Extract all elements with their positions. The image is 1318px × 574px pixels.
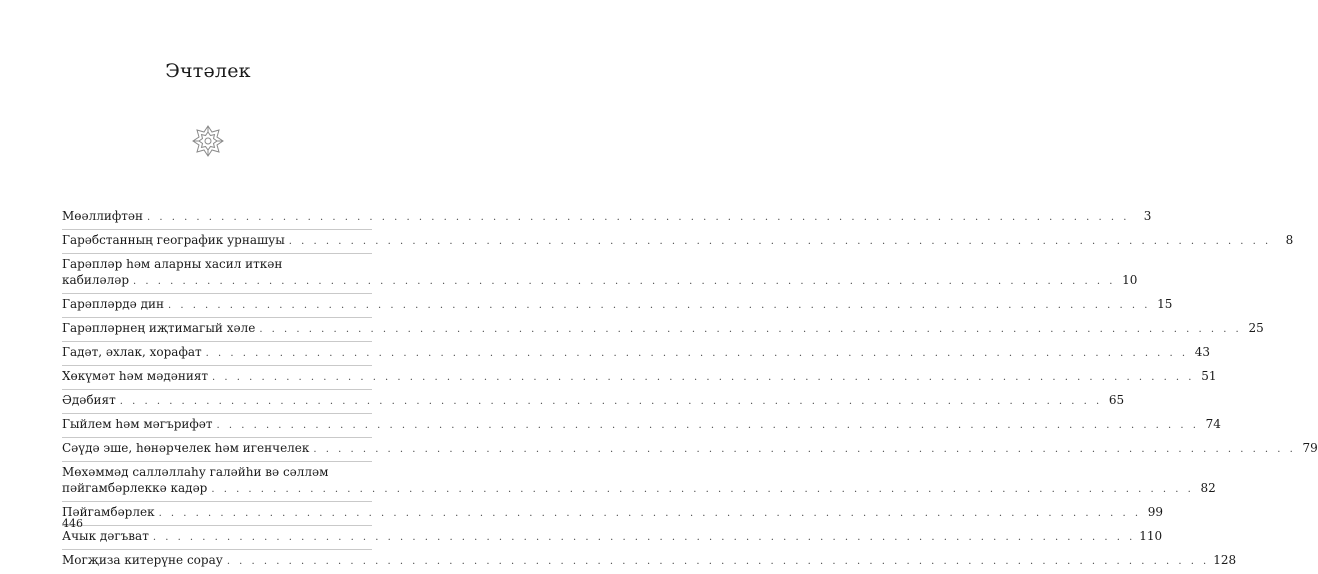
toc-entry-title: Гадәт, әхлак, хорафат: [62, 345, 202, 359]
toc-entry-page: 43: [1194, 345, 1211, 359]
toc-entry-title: Әдәбият: [62, 393, 116, 407]
dot-leader: . . . . . . . . . . . . . . . . . . . . . . . . . . . . . . . . . . . . . . . . . . . . . . . . . . . . . . . . . . . . . . . . . . . . . . . . . . . . . . . .: [288, 236, 1272, 247]
toc-entry: [62, 206, 1152, 230]
toc-entry-title: Пәйгамбәрлек: [62, 505, 155, 519]
toc-entry: [62, 230, 1294, 254]
toc-entry-page: 15: [1157, 297, 1173, 311]
star-rosette-ornament-icon: [191, 124, 225, 158]
toc-entry-title: Гарәпләрнең иҗтимагый хәле: [62, 321, 256, 335]
dot-leader: . . . . . . . . . . . . . . . . . . . . . . . . . . . . . . . . . . . . . . . . . . . . . . . . . . . . . . . . . . . . . . . . . . . . . . . . . . . . . . . .: [259, 324, 1242, 335]
toc-entry-title-line: Гарәпләр һәм аларны хасил иткән: [62, 257, 283, 271]
toc-entry: [62, 390, 1125, 414]
dot-leader: . . . . . . . . . . . . . . . . . . . . . . . . . . . . . . . . . . . . . . . . . . . . . . . . . . . . . . . . . . . . . . . . . . . . . . . . . . . . . . . .: [152, 532, 1136, 543]
toc-entry: [62, 526, 1163, 550]
toc-entry-page: 128: [1213, 553, 1237, 567]
toc-entry: [62, 318, 1264, 342]
toc-entry: [62, 414, 1221, 438]
page-title: Эчтәлек: [165, 60, 251, 82]
toc-entry-title: Могҗиза китерүне сорау: [62, 553, 223, 567]
dot-leader: . . . . . . . . . . . . . . . . . . . . . . . . . . . . . . . . . . . . . . . . . . . . . . . . . . . . . . . . . . . . . . . . . . . . . . . . . . . . . . . .: [167, 300, 1151, 311]
toc-entry: [62, 438, 1318, 462]
toc-entry: [62, 342, 1211, 366]
toc-entry-title: Мөәллифтән: [62, 209, 143, 223]
toc-entry-page: 82: [1200, 481, 1216, 495]
toc-entry-page: 65: [1108, 393, 1125, 407]
toc-entry-title: Хөкүмәт һәм мәдәният: [62, 369, 209, 383]
dot-leader: . . . . . . . . . . . . . . . . . . . . . . . . . . . . . . . . . . . . . . . . . . . . . . . . . . . . . . . . . . . . . . . . . . . . . . . . . . . . . . . .: [211, 484, 1194, 495]
toc-entry-title-line: Мөхәммәд салләллаһу галәйһи вә сәлләм: [62, 465, 329, 479]
toc-entry-page: 110: [1139, 529, 1163, 543]
dot-leader: . . . . . . . . . . . . . . . . . . . . . . . . . . . . . . . . . . . . . . . . . . . . . . . . . . . . . . . . . . . . . . . . . . . . . . . . . . . . . . . .: [226, 556, 1210, 567]
dot-leader: . . . . . . . . . . . . . . . . . . . . . . . . . . . . . . . . . . . . . . . . . . . . . . . . . . . . . . . . . . . . . . . . . . . . . . . . . . . . . . . .: [313, 444, 1296, 455]
toc-entry-title: Ачык дәгъват: [62, 529, 149, 543]
toc-entry-title: пәйгамбәрлеккә кадәр: [62, 481, 208, 495]
dot-leader: . . . . . . . . . . . . . . . . . . . . . . . . . . . . . . . . . . . . . . . . . . . . . . . . . . . . . . . . . . . . . . . . . . . . . . . . . . . . . . . .: [119, 396, 1103, 407]
toc-entry-page: 99: [1147, 505, 1163, 519]
toc-entry: [62, 502, 1163, 526]
toc-entry-title: Гарәбстанның географик урнашуы: [62, 233, 285, 247]
dot-leader: . . . . . . . . . . . . . . . . . . . . . . . . . . . . . . . . . . . . . . . . . . . . . . . . . . . . . . . . . . . . . . . . . . . . . . . . . . . . . . . .: [133, 276, 1116, 287]
toc-entry: [62, 462, 1216, 502]
toc-entry-page: 79: [1302, 441, 1318, 455]
dot-leader: . . . . . . . . . . . . . . . . . . . . . . . . . . . . . . . . . . . . . . . . . . . . . . . . . . . . . . . . . . . . . . . . . . . . . . . . . . . . . . . .: [158, 508, 1141, 519]
toc-entry-page: 10: [1122, 273, 1138, 287]
dot-leader: . . . . . . . . . . . . . . . . . . . . . . . . . . . . . . . . . . . . . . . . . . . . . . . . . . . . . . . . . . . . . . . . . . . . . . . . . . . . . . . .: [212, 372, 1195, 383]
toc-entry: [62, 550, 1237, 573]
toc-entry-title: кабиләләр: [62, 273, 130, 287]
dot-leader: . . . . . . . . . . . . . . . . . . . . . . . . . . . . . . . . . . . . . . . . . . . . . . . . . . . . . . . . . . . . . . . . . . . . . . . . . . . . . . . .: [205, 348, 1189, 359]
dot-leader: . . . . . . . . . . . . . . . . . . . . . . . . . . . . . . . . . . . . . . . . . . . . . . . . . . . . . . . . . . . . . . . . . . . . . . . . . . . . . . . .: [216, 420, 1199, 431]
toc-entry-title: Гыйлем һәм мәгърифәт: [62, 417, 213, 431]
toc-entry-page: 74: [1205, 417, 1221, 431]
toc-entry-page: 8: [1285, 233, 1294, 247]
toc-entry-page: 3: [1143, 209, 1152, 223]
toc-entry-page: 25: [1248, 321, 1264, 335]
toc-entry: [62, 294, 1173, 318]
page-number: 446: [62, 517, 83, 530]
toc-entry: [62, 254, 1138, 294]
toc-entry-page: 51: [1201, 369, 1217, 383]
table-of-contents: [62, 206, 1318, 573]
dot-leader: . . . . . . . . . . . . . . . . . . . . . . . . . . . . . . . . . . . . . . . . . . . . . . . . . . . . . . . . . . . . . . . . . . . . . . . . . . . . . . . .: [147, 212, 1130, 223]
toc-entry: [62, 366, 1217, 390]
toc-entry-title: Сәүдә эше, һөнәрчелек һәм игенчелек: [62, 441, 310, 455]
toc-entry-title: Гарәпләрдә дин: [62, 297, 164, 311]
